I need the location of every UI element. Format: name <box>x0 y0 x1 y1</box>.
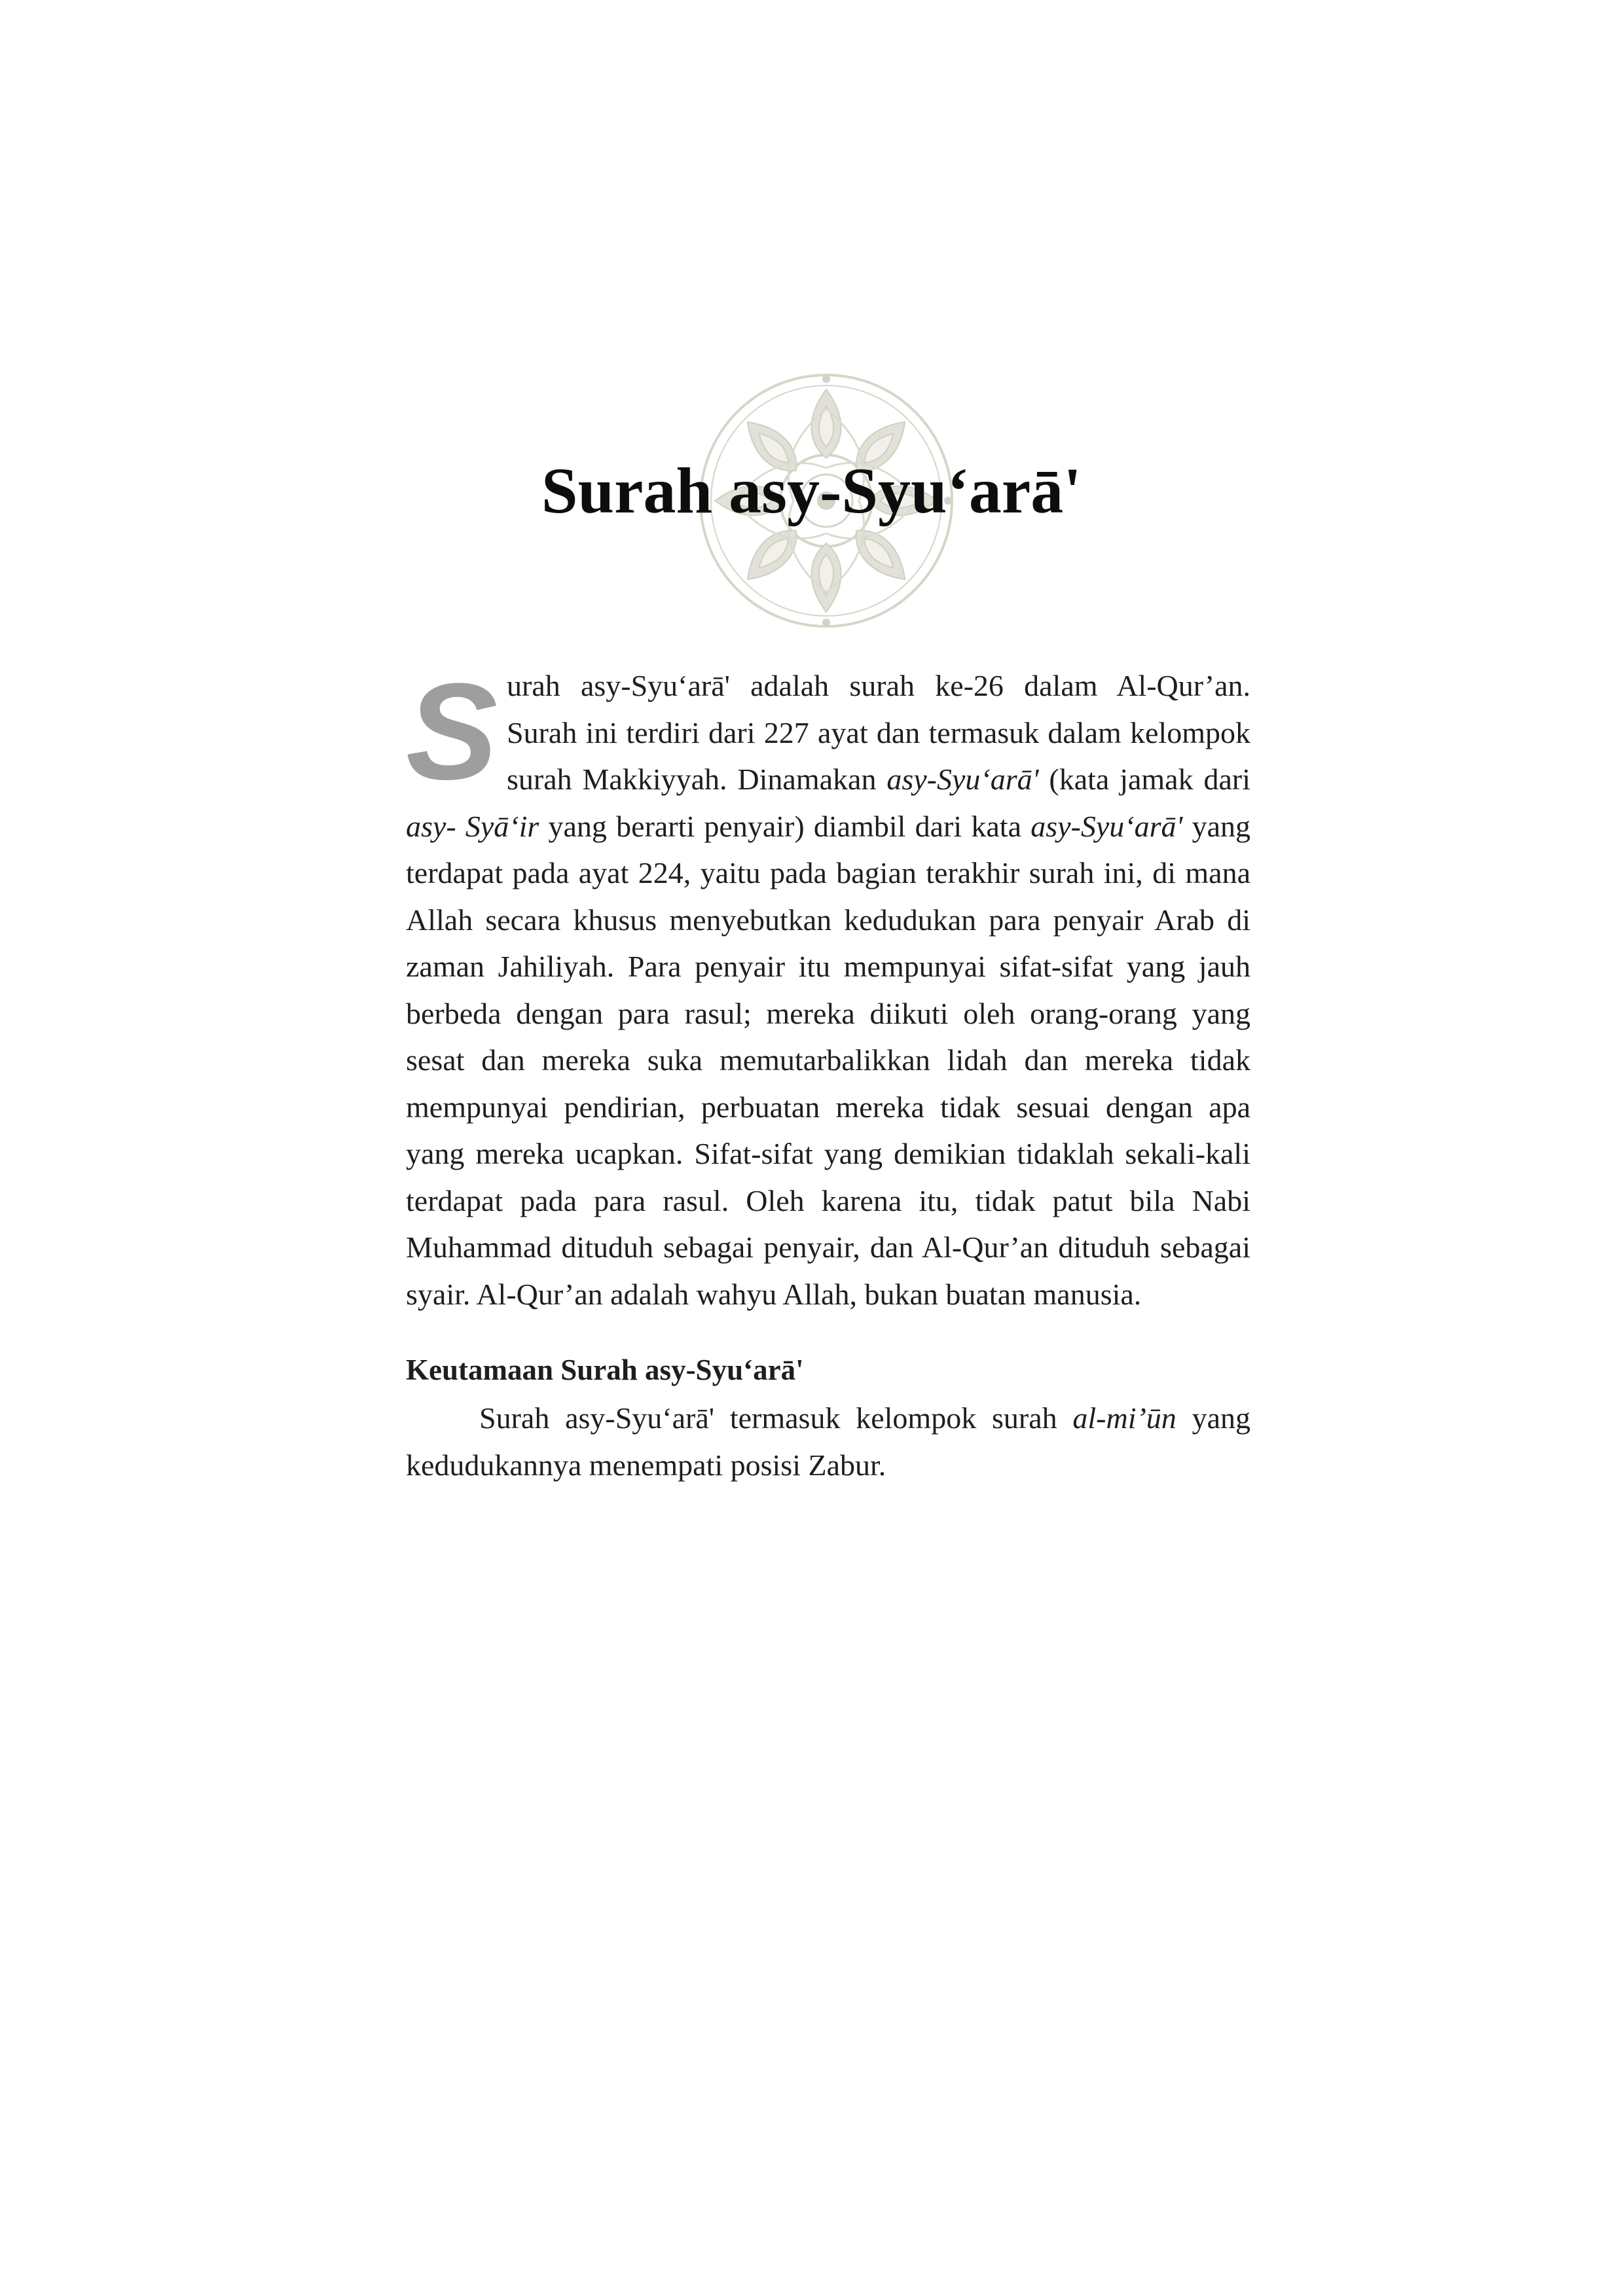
drop-cap: S <box>406 655 498 808</box>
intro-italic-1: asy-Syu‘arā' <box>886 762 1039 796</box>
section-text-2: yang kedudukannya menempati posisi Zabur. <box>406 1401 1251 1482</box>
article-body <box>406 655 1251 1488</box>
section-italic-1: al-mi’ūn <box>1072 1401 1176 1435</box>
intro-text-3: yang berarti penyair) diambil dari kata <box>539 809 1031 843</box>
intro-paragraph <box>406 655 1250 1318</box>
intro-italic-3: asy-Syu‘arā' <box>1030 809 1183 843</box>
intro-text-2: (kata jamak dari <box>1038 762 1250 796</box>
intro-text-1: urah asy-Syu‘arā' adalah surah ke-26 dalam Al-Qur’an. Surah ini terdiri dari 227 ayat dan termasuk dalam kelompok surah Makkiyyah. Dinamakan <box>507 669 1250 796</box>
section-text-1: Surah asy-Syu‘arā' termasuk kelompok surah <box>479 1401 1073 1435</box>
intro-italic-2: asy- Syā‘ir <box>406 809 539 843</box>
section-heading: Keutamaan Surah asy-Syu‘arā' <box>406 1354 804 1386</box>
page-title: Surah asy-Syu‘arā' <box>541 454 1082 527</box>
intro-text-4: yang terdapat pada ayat 224, yaitu pada bagian terakhir surah ini, di mana Allah secara khusus menyebutkan kedudukan para penyair Arab di zaman Jahiliyah. Para penyair itu mempunyai sifat-sifat yang jauh berbeda dengan para rasul; mereka diikuti oleh orang-orang yang sesat dan mereka suka memutarbalikkan lidah dan mereka tidak mempunyai pendirian, perbuatan mereka tidak sesuai dengan apa yang mereka ucapkan. Sifat-sifat yang demikian tidaklah sekali-kali terdapat pada para rasul. Oleh karena itu, tidak patut bila Nabi Muhammad dituduh sebagai penyair, dan Al-Qur’an dituduh sebagai syair. Al-Qur’an adalah wahyu Allah, bukan buatan manusia. <box>406 809 1250 1311</box>
section-paragraph <box>406 1395 1250 1488</box>
